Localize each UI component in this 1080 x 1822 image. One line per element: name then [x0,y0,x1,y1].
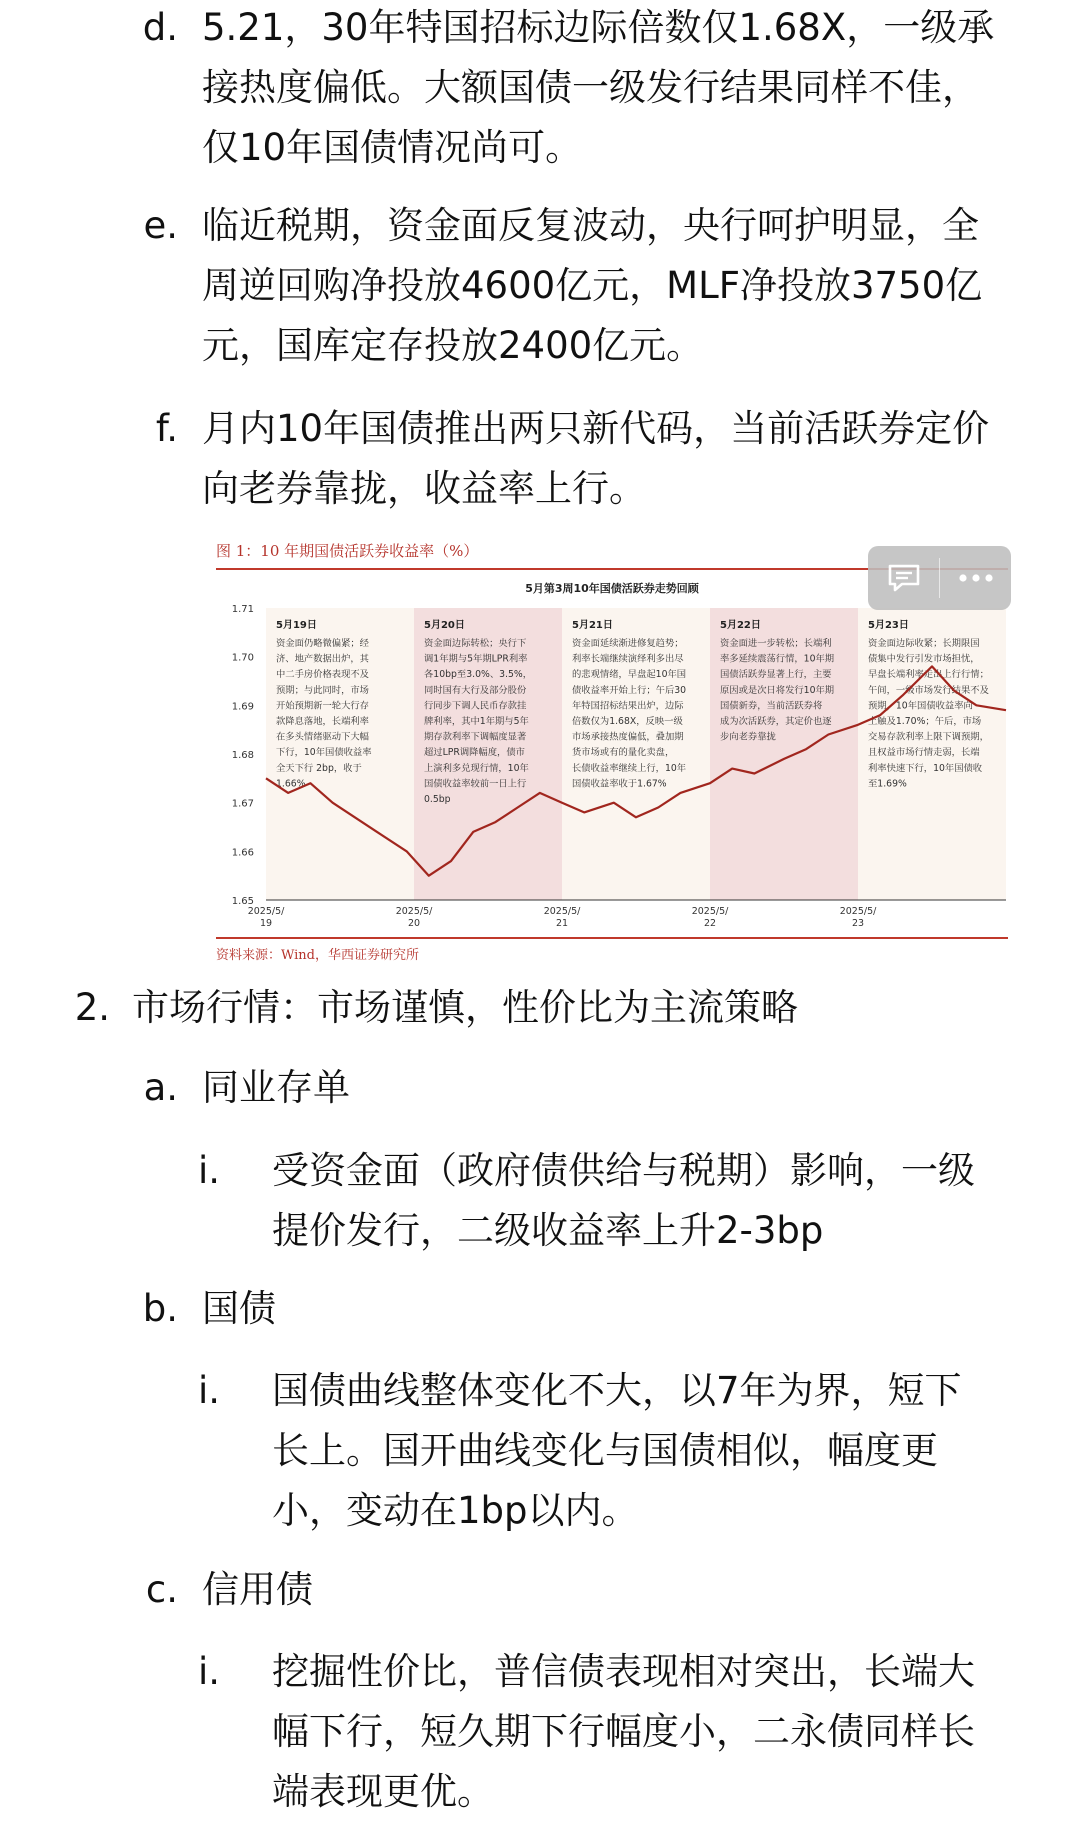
annotation-line: 1.66% [276,778,306,790]
text-line: 端表现更优。 [272,1770,494,1813]
annotation-line: 国债活跃券显著上行，主要 [720,669,832,681]
x-tick-label: 22 [703,918,717,929]
chart-title: 5月第3周10年国债活跃券走势回顾 [525,582,699,595]
list-marker: c. [145,1568,178,1611]
annotation-line: 上演利多兑现行情，10年 [424,762,529,774]
day-band [710,608,858,900]
annotation-line: 在多头情绪驱动下大幅 [276,731,369,743]
annotation-line: 利率快速下行，10年国债收 [868,762,983,774]
annotation-line: 且权益市场行情走弱，长端 [868,747,980,759]
text-line: 临近税期，资金面反复波动，央行呵护明显，全 [202,204,979,247]
annotation-line: 资金面仍略微偏紧；经 [276,638,369,649]
list-marker: i. [197,1149,220,1192]
comment-button[interactable] [868,546,939,610]
y-tick-label: 1.69 [231,701,254,713]
text-line: 长上。国开曲线变化与国债相似，幅度更 [272,1429,938,1472]
annotation-line: 长债收益率继续上行，10年 [572,762,687,774]
annotation-line: 下行，10年国债收益率 [276,747,372,759]
text-line: 国债曲线整体变化不大，以7年为界，短下 [272,1369,962,1412]
annotation-line: 早盘长端利率走出上行行情； [868,669,989,681]
annotation-line: 全天下行 2bp，收于 [276,762,362,774]
chart [216,570,1008,935]
annotation-date: 5月22日 [720,620,761,631]
list-marker: a. [143,1066,178,1109]
y-tick-label: 1.67 [231,798,254,810]
y-tick-label: 1.71 [231,604,254,615]
annotation-date: 5月19日 [276,620,317,631]
annotation-line: 各10bp至3.0%、3.5%， [424,669,533,681]
sub-heading: 信用债 [202,1568,313,1611]
annotation-line: 资金面延续渐进修复趋势； [572,638,684,649]
annotation-line: 国债收益率较前一日上行 [424,778,527,790]
annotation-line: 济、地产数据出炉，其 [276,653,369,665]
annotation-line: 货市场或有的量化卖盘， [572,747,675,759]
text-line: 受资金面（政府债供给与税期）影响，一级 [272,1149,975,1192]
annotation-line: 的悲观情绪，早盘起10年国 [572,669,687,681]
text-line: 幅下行，短久期下行幅度小，二永债同样长 [272,1710,975,1753]
text-line: 仅10年国债情况尚可。 [202,126,583,169]
figure-title: 图 1：10 年期国债活跃券收益率（%） [216,542,479,560]
annotation-line: 款降息落地，长端利率 [276,716,369,727]
y-tick-label: 1.65 [231,896,254,907]
annotation-line: 年特国招标结果出炉，边际 [572,700,684,712]
x-tick-label: 21 [555,918,569,929]
annotation-date: 5月20日 [424,620,465,631]
sub-heading: 同业存单 [202,1066,350,1109]
annotation-line: 至1.69% [868,778,907,790]
annotation-line: 倍数仅为1.68X，反映一级 [572,716,683,727]
annotation-line: 午间，一级市场发行结果不及 [868,684,989,696]
text-line: 元，国库定存投放2400亿元。 [202,324,704,367]
annotation-line: 市场承接热度偏低，叠加期 [572,731,684,743]
annotation-line: 交易存款利率上限下调预期， [868,731,989,743]
figure-source: 资料来源：Wind，华西证券研究所 [216,948,419,963]
annotation-line: 预期，10年国债收益率向 [868,700,973,712]
annotation-line: 国债新券，当前活跃券将 [720,700,823,712]
annotation-line: 债集中发行引发市场担忧， [868,653,980,665]
x-tick-label: 23 [851,918,865,929]
text-line: 接热度偏低。大额国债一级发行结果同样不佳， [202,66,979,109]
section-heading: 市场行情：市场谨慎，性价比为主流策略 [132,986,798,1029]
annotation-line: 资金面边际收紧；长期限国 [868,638,980,649]
list-marker: i. [197,1369,220,1412]
annotation-date: 5月21日 [572,620,613,631]
annotation-line: 原因或是次日将发行10年期 [720,684,835,696]
text-line: 周逆回购净投放4600亿元，MLF净投放3750亿 [202,264,983,307]
sub-heading: 国债 [202,1287,276,1330]
annotation-line: 期存款利率下调幅度显著 [424,731,527,743]
comment-icon [887,563,921,593]
annotation-line: 资金面边际转松；央行下 [424,638,527,649]
y-tick-label: 1.66 [231,847,254,859]
text-line: 小，变动在1bp以内。 [272,1489,639,1532]
annotation-date: 5月23日 [868,620,909,631]
text-line: 5.21，30年特国招标边际倍数仅1.68X，一级承 [202,6,995,49]
annotation-line: 中二手房价格表现不及 [276,669,369,681]
list-marker: d. [142,6,178,49]
list-marker: e. [143,204,178,247]
x-tick-label: 2025/5/ [839,906,877,917]
more-icon [958,573,994,583]
x-tick-label: 2025/5/ [543,906,581,917]
x-tick-label: 2025/5/ [247,906,285,917]
text-line: 月内10年国债推出两只新代码，当前活跃券定价 [202,407,990,450]
x-tick-label: 2025/5/ [691,906,729,917]
annotation-line: 上触及1.70%；午后，市场 [868,716,982,727]
annotation-line: 国债收益率收于1.67% [572,778,667,790]
annotation-line: 债收益率开始上行；午后30 [572,684,687,696]
annotation-line: 超过LPR调降幅度，债市 [424,747,525,759]
annotation-line: 预期；与此同时，市场 [276,684,369,696]
more-button[interactable] [940,546,1011,610]
text-line: 挖掘性价比，普信债表现相对突出，长端大 [272,1650,975,1693]
annotation-line: 步向老券靠拢 [720,731,776,743]
annotation-line: 率多延续震荡行情，10年期 [720,653,835,665]
figure-bottom-rule [216,937,1008,939]
text-line: 向老券靠拢，收益率上行。 [202,467,646,510]
section-marker: 2. [74,986,110,1029]
y-tick-label: 1.70 [231,652,254,664]
annotation-line: 牌利率，其中1年期与5年 [424,716,529,727]
list-marker: f. [155,407,178,450]
annotation-line: 同时国有大行及部分股份 [424,684,527,696]
annotation-line: 利率长端继续演绎利多出尽 [572,653,684,665]
y-tick-label: 1.68 [231,750,254,761]
list-marker: b. [142,1287,178,1330]
text-line: 提价发行，二级收益率上升2-3bp [272,1209,824,1252]
list-marker: i. [197,1650,220,1693]
x-tick-label: 20 [407,918,421,929]
annotation-line: 开始预期新一轮大行存 [276,700,369,712]
annotation-line: 调1年期与5年期LPR利率 [424,653,528,665]
annotation-line: 0.5bp [424,794,451,805]
annotation-line: 资金面进一步转松；长端利 [720,638,832,649]
x-tick-label: 19 [259,918,273,929]
image-toolbar [868,546,1011,610]
x-tick-label: 2025/5/ [395,906,433,917]
annotation-line: 行同步下调人民币存款挂 [424,700,527,712]
annotation-line: 成为次活跃券，其定价也逐 [720,716,832,727]
chart-svg [216,570,1008,935]
